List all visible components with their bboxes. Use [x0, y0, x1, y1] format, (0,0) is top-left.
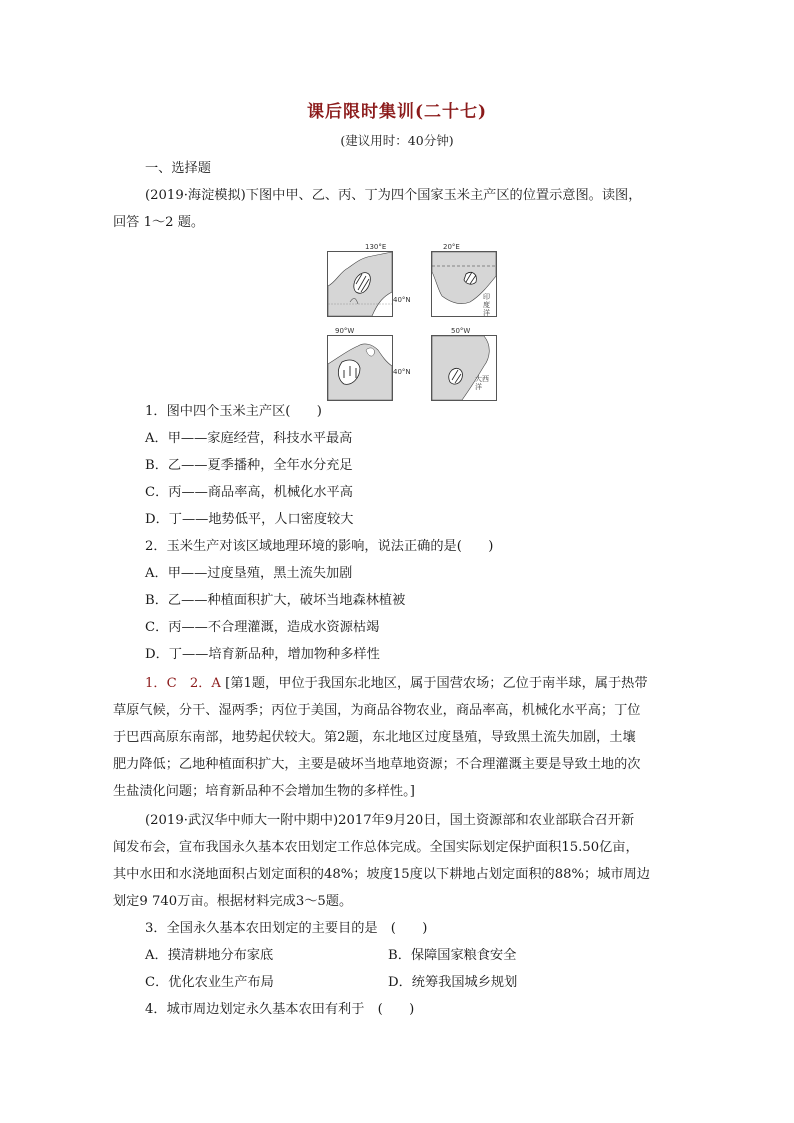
section-heading: 一、选择题: [145, 161, 211, 176]
intro-2-line-3: 其中水田和水浇地面积占划定面积的48%；坡度15度以下耕地占划定面积的88%；城市周边: [113, 867, 650, 882]
intro-2-line-4: 划定9 740万亩。根据材料完成3～5题。: [113, 894, 353, 909]
q1-stem: 1．图中四个玉米主产区( ): [145, 404, 322, 419]
intro-2-line-1: (2019·武汉华中师大一附中期中)2017年9月20日，国土资源部和农业部联合召开新: [145, 813, 635, 828]
q3-option-d: D．统筹我国城乡规划: [388, 975, 518, 990]
answer-12-line-4: 肥力降低；乙地种植面积扩大，主要是破坏当地草地资源；不合理灌溉主要是导致土地的次: [113, 757, 641, 772]
q2-stem: 2．玉米生产对该区域地理环境的影响，说法正确的是( ): [145, 539, 494, 554]
map-ding-ocean-label: 大西洋: [475, 375, 489, 391]
answer-12-line-1: [第1题，甲位于我国东北地区，属于国营农场；乙位于南半球，属于热带: [225, 676, 648, 691]
map-bing: [327, 335, 393, 401]
answer-12-line-2: 草原气候，分干、湿两季；丙位于美国，为商品谷物农业，商品率高，机械化水平高；丁位: [113, 703, 641, 718]
q3-stem: 3．全国永久基本农田划定的主要目的是 ( ): [145, 921, 428, 936]
map-ding-lon-label: 50°W: [451, 327, 471, 335]
q3-option-c: C．优化农业生产布局: [145, 975, 274, 990]
map-bing-lon-label: 90°W: [335, 327, 355, 335]
answer-12-key: 1．C 2．A: [145, 676, 221, 691]
page-subtitle: (建议用时：40分钟): [340, 133, 454, 148]
q1-option-c: C．丙——商品率高，机械化水平高: [145, 485, 353, 500]
q2-option-c: C．丙——不合理灌溉，造成水资源枯竭: [145, 620, 380, 635]
q3-option-b: B．保障国家粮食安全: [388, 948, 517, 963]
map-jia-lon-label: 130°E: [365, 243, 387, 251]
q3-option-a: A．摸清耕地分布家底: [145, 948, 274, 963]
map-jia: [327, 251, 393, 317]
map-jia-lat-label: 40°N: [393, 296, 411, 304]
map-bing-lat-label: 40°N: [393, 368, 411, 376]
answer-12-line-3: 于巴西高原东南部，地势起伏较大。第2题，东北地区过度垦殖，导致黑土流失加剧，土壤: [113, 730, 636, 745]
map-yi-lon-label: 20°E: [443, 243, 460, 251]
corn-regions-figure: [325, 243, 490, 403]
q1-option-d: D．丁——地势低平，人口密度较大: [145, 512, 354, 527]
q2-option-b: B．乙——种植面积扩大，破坏当地森林植被: [145, 593, 406, 608]
q1-option-b: B．乙——夏季播种，全年水分充足: [145, 458, 353, 473]
map-yi-ocean-label: 印度洋: [483, 293, 490, 317]
page-title: 课后限时集训(二十七): [306, 102, 488, 122]
q1-option-a: A．甲——家庭经营，科技水平最高: [145, 431, 353, 446]
intro-1-line-1: (2019·海淀模拟)下图中甲、乙、丙、丁为四个国家玉米主产区的位置示意图。读图，: [145, 188, 642, 203]
q4-stem: 4．城市周边划定永久基本农田有利于 ( ): [145, 1002, 415, 1017]
map-ding: [431, 335, 497, 401]
answer-12-line-5: 生盐渍化问题；培育新品种不会增加生物的多样性。]: [113, 784, 415, 799]
answer-12: [145, 675, 648, 693]
intro-2-line-2: 闻发布会，宣布我国永久基本农田划定工作总体完成。全国实际划定保护面积15.50亿亩，: [113, 840, 639, 855]
q2-option-a: A．甲——过度垦殖，黑土流失加剧: [145, 566, 353, 581]
q2-option-d: D．丁——培育新品种，增加物种多样性: [145, 647, 380, 662]
intro-1-line-2: 回答 1～2 题。: [113, 215, 205, 230]
